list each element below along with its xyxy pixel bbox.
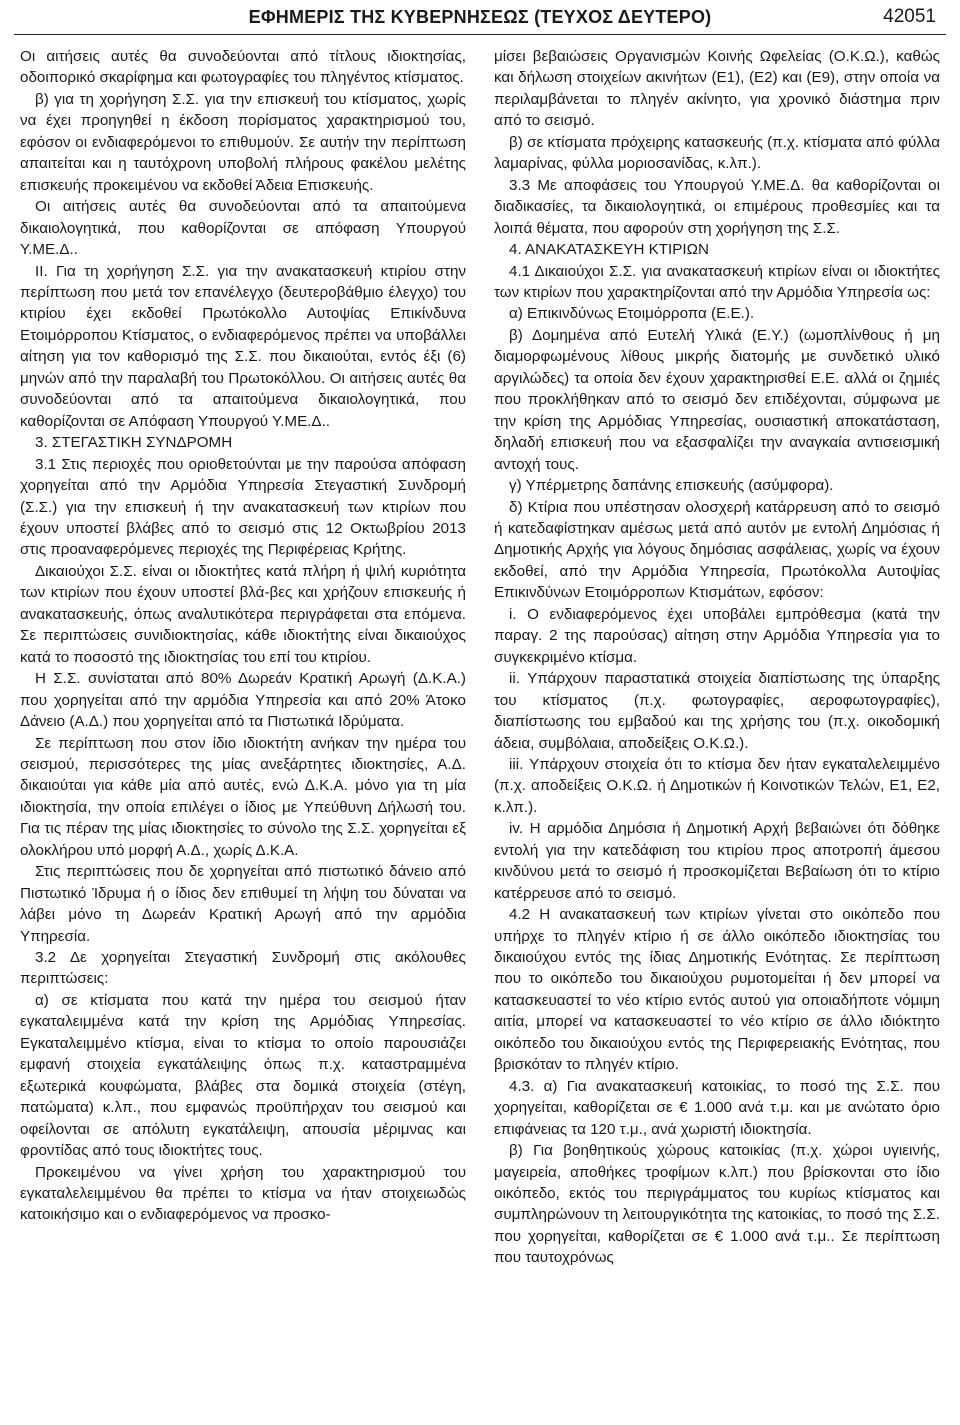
paragraph: γ) Υπέρμετρης δαπάνης επισκευής (ασύμφορα). (509, 477, 834, 495)
paragraph: 4.2 Η ανακατασκευή των κτιρίων γίνεται στο οικόπεδο που υπήρχε το πληγέν κτίριο ή σε άλλο οικόπεδο ιδιοκτησίας του δικαιούχου εντός της ίδιας Δημοτικής Ενότητας. Σε περίπτωση που το οικόπεδο του δικαιούχου ρυμοτομείται ή δεν μπορεί να κατασκευαστεί το νέο κτίριο εντός αυτού για οποιαδήποτε νόμιμη αιτία, μπορεί να κατασκευαστεί το νέο κτίριο σε άλλο ιδιόκτητο οικόπεδο του δικαιούχου εντός της Περιφερειακής Ενότητας, που βρισκόταν το πληγέν κτίριο. (494, 906, 940, 1074)
paragraph: Σε περίπτωση που στον ίδιο ιδιοκτήτη ανήκαν την ημέρα του σεισμού, περισσότερες της μίας ανεξάρτητες ιδιοκτησίες, Α.Δ. δικαιούται για κάθε μία από αυτές, ενώ Δ.Κ.Α. μόνο για τη μία ιδιοκτησία, την οποία επιλέγει ο ίδιος με Υπεύθυνη Δήλωσή του. Για τις πέραν της μίας ιδιοκτησίες το σύνολο της Σ.Σ. χορηγείται εξ ολοκλήρου υπό μορφή Α.Δ., χωρίς Δ.Κ.Α. (20, 734, 466, 859)
paragraph: Προκειμένου να γίνει χρήση του χαρακτηρισμού του εγκαταλελειμμένου θα πρέπει το κτίσμα να ήταν στοιχειωδώς κατοικήσιμο και ο ενδιαφερόμενος να προσκο- (20, 1163, 466, 1224)
paragraph: Η Σ.Σ. συνίσταται από 80% Δωρεάν Κρατική Αρωγή (Δ.Κ.Α.) που χορηγείται από την αρμόδια Υπηρεσία και από 20% Άτοκο Δάνειο (Α.Δ.) που χορηγείται από τα Πιστωτικά Ιδρύματα. (20, 670, 466, 731)
paragraph: 3.3 Με αποφάσεις του Υπουργού Υ.ΜΕ.Δ. θα καθορίζονται οι διαδικασίες, τα δικαιολογητικά, οι επιμέρους προθεσμίες και τα λοιπά θέματα, που αφορούν στη χορήγηση της Σ.Σ. (494, 176, 940, 237)
paragraph: Στις περιπτώσεις που δε χορηγείται από πιστωτικό δάνειο από Πιστωτικό Ίδρυμα ή ο ίδιος δεν επιθυμεί τη λήψη του δύναται να λάβει μόνο τη Δωρεάν Κρατική Αρωγή από την αρμόδια Υπηρεσία. (20, 863, 466, 945)
paragraph: α) σε κτίσματα που κατά την ημέρα του σεισμού ήταν εγκαταλειμμένα κατά την κρίση της Αρμόδιας Υπηρεσίας. Εγκαταλειμμένο κτίσμα, είναι το κτίσμα το οποίο παρουσιάζει εμφανή στοιχεία εγκατάλειψης όπως π.χ. καταστραμμένα εξωτερικά κουφώματα, βλάβες στα δομικά στοιχεία (στέγη, πατώματα) κ.λπ., που εμφανώς προϋπήρχαν του σεισμού και οφείλονται σε απόλυτη εγκατάλειψη, απουσία μέριμνας και φροντίδας από τους ιδιοκτήτες τους. (20, 991, 466, 1160)
right-column (494, 46, 940, 1269)
page-number: 42051 (883, 6, 936, 27)
paragraph: β) σε κτίσματα πρόχειρης κατασκευής (π.χ. κτίσματα από φύλλα λαμαρίνας, φύλλα μοριοσανίδας, κ.λπ.). (494, 133, 940, 173)
section-heading: 4. ΑΝΑΚΑΤΑΣΚΕΥΗ ΚΤΙΡΙΩΝ (509, 241, 709, 259)
paragraph: β) για τη χορήγηση Σ.Σ. για την επισκευή του κτίσματος, χωρίς να έχει προηγηθεί η έκδοση πορίσματος χαρακτηρισμού του, εφόσον οι ενδιαφερόμενοι το επιθυμούν. Σε αυτήν την περίπτωση απαιτείται και η ταυτόχρονη υποβολή πλήρους φακέλου μελέτης επισκευής προκειμένου να εκδοθεί Άδεια Επισκευής. (20, 90, 466, 194)
section-heading: 3. ΣΤΕΓΑΣΤΙΚΗ ΣΥΝΔΡΟΜΗ (35, 434, 233, 452)
paragraph: Οι αιτήσεις αυτές θα συνοδεύονται από τίτλους ιδιοκτησίας, οδοιπορικό σκαρίφημα και φωτογραφίες του πληγέντος κτίσματος. (20, 48, 466, 87)
paragraph: 3.2 Δε χορηγείται Στεγαστική Συνδρομή στις ακόλουθες περιπτώσεις: (20, 949, 466, 988)
paragraph: β) Για βοηθητικούς χώρους κατοικίας (π.χ. χώροι υγιεινής, μαγειρεία, αποθήκες τροφίμων κ.λπ.) που βρίσκονται στο ίδιο οικόπεδο, εκτός του περιγράμματος του κυρίως κτίσματος και συμπληρώνουν τη λειτουργικότητα της κατοικίας, το ποσό της Σ.Σ. που χορηγείται, καθορίζεται σε € 1.000 ανά τ.μ.. Σε περίπτωση που ταυτοχρόνως (494, 1142, 940, 1267)
paragraph: β) Δομημένα από Ευτελή Υλικά (Ε.Υ.) (ωμοπλίνθους ή μη διαμορφωμένους λίθους μικρής διατομής με συνδετικό υλικό αργιλώδες) τα οποία δεν έχουν χαρακτηρισθεί Ε.Ε. αλλά οι ζημιές που προκλήθηκαν από το σεισμό δεν επιδέχονται, σύμφωνα με την κρίση της Αρμόδιας Υπηρεσίας, ουσιαστική αποκατάσταση, δηλαδή επισκευή που να εξασφαλίζει την αναγκαία αντισεισμική αντοχή τους. (494, 326, 940, 473)
left-column (20, 46, 466, 1269)
paragraph: iv. Η αρμόδια Δημόσια ή Δημοτική Αρχή βεβαιώνει ότι δόθηκε εντολή για την κατεδάφιση του κτιρίου προς αποτροπή άμεσου κινδύνου μετά το σεισμό ή προσκομίζεται Βεβαίωση ότι το κτίριο κατέρρευσε από το σεισμό. (494, 820, 940, 902)
paragraph: ii. Υπάρχουν παραστατικά στοιχεία διαπίστωσης της ύπαρξης του κτίσματος (π.χ. φωτογραφίες, αεροφωτογραφίες), διαπίστωσης του εμβαδού και της χρήσης του (π.χ. οικοδομική άδεια, συμβόλαια, αποδείξεις Ο.Κ.Ω.). (494, 670, 940, 752)
text-columns (20, 46, 940, 1269)
paragraph: i. Ο ενδιαφερόμενος έχει υποβάλει εμπρόθεσμα (κατά την παραγ. 2 της παρούσας) αίτηση στην Αρμόδια Υπηρεσία για το συγκεκριμένο κτίσμα. (494, 605, 940, 666)
paragraph: Οι αιτήσεις αυτές θα συνοδεύονται από τα απαιτούμενα δικαιολογητικά, που καθορίζονται σε απόφαση Υπουργού Υ.ΜΕ.Δ.. (20, 198, 466, 259)
page-header (14, 0, 946, 35)
paragraph: 4.1 Δικαιούχοι Σ.Σ. για ανακατασκευή κτιρίων είναι οι ιδιοκτήτες των κτιρίων που χαρακτηρίζονται από την Αρμόδια Υπηρεσία ως: (494, 262, 940, 301)
publication-title: ΕΦΗΜΕΡΙΣ ΤΗΣ ΚΥΒΕΡΝΗΣΕΩΣ (ΤΕΥΧΟΣ ΔΕΥΤΕΡΟ) (248, 6, 712, 27)
paragraph: Δικαιούχοι Σ.Σ. είναι οι ιδιοκτήτες κατά πλήρη ή ψιλή κυριότητα των κτιρίων που έχουν υποστεί βλά-βες και χρήζουν επισκευής ή ανακατασκευής, όπως αναλυτικότερα περιγράφεται στα επόμενα. Σε περιπτώσεις συνιδιοκτησίας, κάθε ιδιοκτήτης είναι δικαιούχος κατά το ποσοστό της ιδιοκτησίας του επί του κτιρίου. (20, 562, 466, 666)
paragraph: δ) Κτίρια που υπέστησαν ολοσχερή κατάρρευση από το σεισμό ή κατεδαφίστηκαν αμέσως μετά από αυτόν με εντολή Δημόσιας ή Δημοτικής Αρχής για λόγους δημόσιας ασφάλειας, χωρίς να έχουν εκδοθεί, από την Αρμόδια Υπηρεσία, Πρωτόκολλα Αυτοψίας Επικινδύνων Ετοιμόρροπων Κτισμάτων, εφόσον: (494, 498, 940, 602)
paragraph: 3.1 Στις περιοχές που οριοθετούνται με την παρούσα απόφαση χορηγείται από την Αρμόδια Υπηρεσία Στεγαστική Συνδρομή (Σ.Σ.) για την επισκευή ή την ανακατασκευή των κτιρίων που έχουν υποστεί βλάβες από το σεισμό στις 12 Οκτωβρίου 2013 στις προαναφερόμενες περιοχές της Περιφέρειας Κρήτης. (20, 455, 466, 559)
paragraph: ΙΙ. Για τη χορήγηση Σ.Σ. για την ανακατασκευή κτιρίου στην περίπτωση που μετά τον επανέλεγχο (δευτεροβάθμιο έλεγχο) του κτιρίου έχει εκδοθεί Πρωτόκολλο Αυτοψίας Επικίνδυνα Ετοιμόρροπου Κτίσματος, ο ενδιαφερόμενος πρέπει να υποβάλλει αίτηση για τον καθορισμό της Σ.Σ. που δικαιούται, εντός έξι (6) μηνών από την παραλαβή του Πρωτοκόλλου. Οι αιτήσεις αυτές θα συνοδεύονται από τα απαιτούμενα δικαιολογητικά, που καθορίζονται σε Απόφαση Υπουργού Υ.ΜΕ.Δ.. (20, 262, 466, 430)
paragraph: 4.3. α) Για ανακατασκευή κατοικίας, το ποσό της Σ.Σ. που χορηγείται, καθορίζεται σε € 1.000 ανά τ.μ. και με ανώτατο όριο επιφάνειας τα 120 τ.μ., ανά χωριστή ιδιοκτησία. (494, 1077, 940, 1138)
paragraph: μίσει βεβαιώσεις Οργανισμών Κοινής Ωφελείας (Ο.Κ.Ω.), καθώς και δήλωση στοιχείων ακινήτων (Ε1), (Ε2) και (Ε9), στην οποία να περιλαμβάνεται το πληγέν ακίνητο, για χρονικό διάστημα πριν από το σεισμό. (494, 48, 940, 130)
paragraph: iii. Υπάρχουν στοιχεία ότι το κτίσμα δεν ήταν εγκαταλελειμμένο (π.χ. αποδείξεις Ο.Κ.Ω. ή Δημοτικών ή Κοινοτικών Τελών, Ε1, Ε2, κ.λπ.). (494, 755, 940, 816)
paragraph: α) Επικινδύνως Ετοιμόρροπα (Ε.Ε.). (509, 305, 755, 323)
